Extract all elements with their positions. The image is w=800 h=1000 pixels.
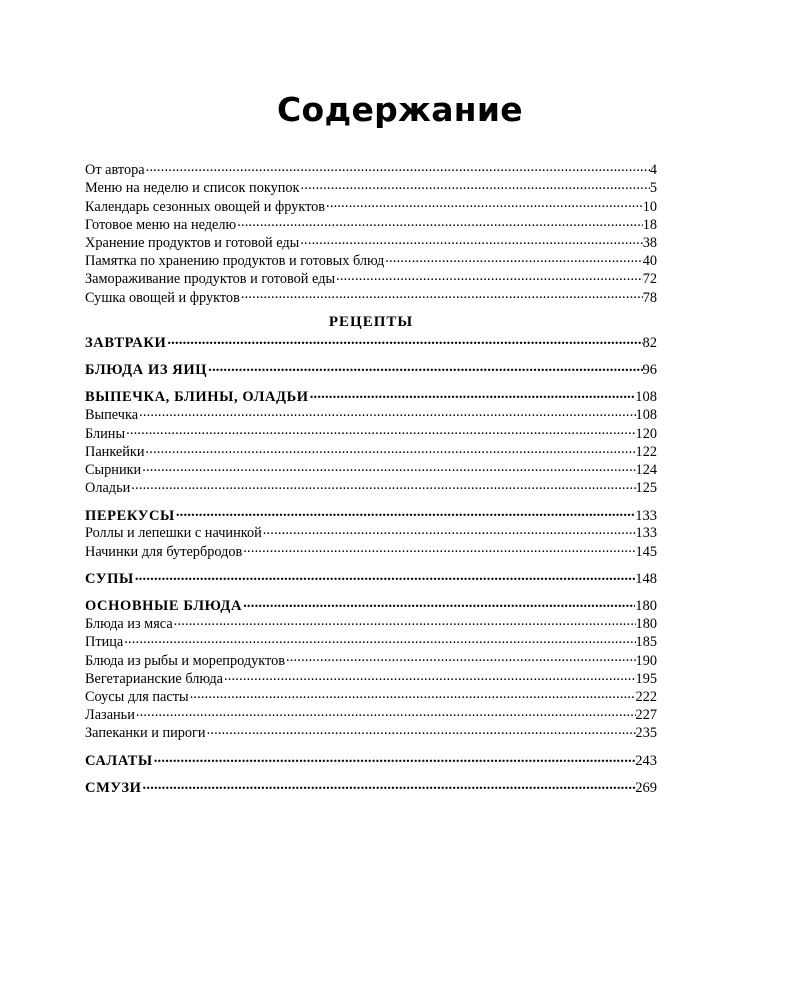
- toc-entry-label: ОСНОВНЫЕ БЛЮДА: [85, 598, 243, 615]
- toc-page-number: 72: [642, 271, 657, 288]
- toc-page-number: 148: [635, 571, 657, 588]
- toc-entry-label: Оладьи: [85, 480, 131, 497]
- toc-page-number: 40: [642, 253, 657, 270]
- toc-entry: [85, 460, 657, 478]
- dot-leader: [206, 723, 636, 737]
- toc-page-number: 108: [635, 407, 657, 424]
- dot-leader: [262, 523, 636, 537]
- toc-page-number: 38: [642, 235, 657, 252]
- dot-leader: [189, 687, 636, 701]
- toc-page-number: 5: [649, 180, 657, 197]
- toc-entry: [85, 287, 657, 305]
- dot-leader: [325, 196, 643, 210]
- toc-entry: [85, 178, 657, 196]
- toc-page-number: 18: [642, 216, 657, 233]
- dot-leader: [123, 632, 635, 646]
- toc-page-number: 227: [635, 707, 657, 724]
- toc-entry-label: Календарь сезонных овощей и фруктов: [85, 198, 326, 215]
- toc-entry: [85, 423, 657, 441]
- section-gap: [85, 587, 657, 596]
- dot-leader: [242, 596, 635, 611]
- toc-page-number: 145: [635, 543, 657, 560]
- table-of-contents: [85, 160, 657, 796]
- toc-page-number: 133: [635, 525, 657, 542]
- toc-entry-label: Меню на неделю и список покупок: [85, 180, 300, 197]
- toc-entry-label: Блины: [85, 425, 126, 442]
- dot-leader: [300, 178, 650, 192]
- toc-page-number: 96: [642, 362, 657, 379]
- toc-entry: [85, 723, 657, 741]
- toc-section: [85, 777, 657, 795]
- toc-entry-label: Панкейки: [85, 443, 145, 460]
- dot-leader: [207, 360, 642, 375]
- toc-entry-label: Хранение продуктов и готовой еды: [85, 235, 300, 252]
- toc-entry-label: Памятка по хранению продуктов и готовых блюд: [85, 253, 385, 270]
- toc-entry-label: ЗАВТРАКИ: [85, 335, 167, 351]
- dot-leader: [134, 569, 635, 584]
- section-gap: [85, 351, 657, 360]
- dot-leader: [130, 478, 635, 492]
- toc-page-number: 222: [635, 688, 657, 705]
- toc-entry-label: Сушка овощей и фруктов: [85, 289, 240, 306]
- toc-entry-label: Соусы для пасты: [85, 688, 189, 705]
- dot-leader: [145, 441, 636, 455]
- dot-leader: [223, 669, 636, 683]
- toc-section: [85, 596, 657, 614]
- dot-leader: [335, 269, 643, 283]
- section-gap: [85, 741, 657, 750]
- toc-entry: [85, 269, 657, 287]
- toc-page-number: 4: [649, 162, 657, 179]
- dot-leader: [141, 460, 635, 474]
- toc-page-number: 180: [635, 616, 657, 633]
- toc-entry-label: Запеканки и пироги: [85, 725, 206, 742]
- dot-leader: [125, 423, 635, 437]
- toc-page-number: 10: [642, 198, 657, 215]
- section-gap: [85, 496, 657, 505]
- toc-page-number: 243: [635, 752, 657, 769]
- toc-page-number: 82: [642, 335, 657, 351]
- toc-entry: [85, 669, 657, 687]
- toc-entry-label: СМУЗИ: [85, 779, 142, 796]
- toc-entry-label: САЛАТЫ: [85, 752, 153, 769]
- toc-entry: [85, 523, 657, 541]
- toc-entry-label: СУПЫ: [85, 571, 134, 588]
- toc-entry: [85, 251, 657, 269]
- toc-page-number: 185: [635, 634, 657, 651]
- dot-leader: [242, 541, 635, 555]
- toc-entry-label: Замораживание продуктов и готовой еды: [85, 271, 336, 288]
- dot-leader: [384, 251, 642, 265]
- toc-entry: [85, 687, 657, 705]
- dot-leader: [299, 233, 642, 247]
- toc-page-number: 269: [635, 779, 657, 796]
- toc-section: [85, 333, 657, 351]
- toc-entry: [85, 405, 657, 423]
- toc-section: [85, 387, 657, 405]
- toc-page-number: 195: [635, 670, 657, 687]
- toc-entry-label: Роллы и лепешки с начинкой: [85, 525, 262, 542]
- recipes-heading: РЕЦЕПТЫ: [328, 313, 414, 330]
- toc-page-number: 124: [635, 461, 657, 478]
- dot-leader: [240, 287, 643, 301]
- page-title: Содержание: [277, 90, 523, 129]
- dot-leader: [135, 705, 636, 719]
- toc-page-number: 108: [635, 389, 657, 406]
- toc-entry-label: Блюда из мяса: [85, 616, 173, 633]
- toc-entry-label: ВЫПЕЧКА, БЛИНЫ, ОЛАДЬИ: [85, 389, 309, 406]
- toc-page-number: 122: [635, 443, 657, 460]
- toc-section: [85, 360, 657, 378]
- toc-page-number: 120: [635, 425, 657, 442]
- toc-entry-label: Готовое меню на неделю: [85, 216, 237, 233]
- toc-page-number: 125: [635, 480, 657, 497]
- toc-entry-label: Вегетарианские блюда: [85, 670, 223, 687]
- dot-leader: [166, 333, 642, 348]
- toc-section: [85, 569, 657, 587]
- toc-entry-label: Птица: [85, 634, 124, 651]
- toc-section: [85, 750, 657, 768]
- toc-entry-label: Сырники: [85, 461, 142, 478]
- dot-leader: [175, 505, 635, 520]
- toc-entry: [85, 478, 657, 496]
- toc-entry-label: Начинки для бутербродов: [85, 543, 243, 560]
- section-gap: [85, 560, 657, 569]
- toc-page-number: 190: [635, 652, 657, 669]
- dot-leader: [142, 777, 636, 792]
- toc-entry: [85, 196, 657, 214]
- toc-entry-label: Блюда из рыбы и морепродуктов: [85, 652, 285, 669]
- toc-entry: [85, 541, 657, 559]
- toc-entry-label: Лазаньи: [85, 707, 135, 724]
- dot-leader: [309, 387, 636, 402]
- toc-entry-label: ПЕРЕКУСЫ: [85, 507, 175, 524]
- toc-entry-label: От автора: [85, 162, 145, 179]
- toc-entry: [85, 632, 657, 650]
- dot-leader: [153, 750, 636, 765]
- toc-page-number: 235: [635, 725, 657, 742]
- toc-entry-label: Выпечка: [85, 407, 139, 424]
- toc-page-number: 133: [635, 507, 657, 524]
- dot-leader: [236, 215, 643, 229]
- toc-entry: [85, 215, 657, 233]
- toc-entry-label: БЛЮДА ИЗ ЯИЦ: [85, 362, 208, 379]
- toc-section: [85, 505, 657, 523]
- toc-entry: [85, 233, 657, 251]
- dot-leader: [138, 405, 635, 419]
- toc-page-number: 180: [635, 598, 657, 615]
- toc-entry: [85, 705, 657, 723]
- toc-entry: [85, 650, 657, 668]
- section-gap: [85, 768, 657, 777]
- toc-entry: [85, 160, 657, 178]
- dot-leader: [173, 614, 636, 628]
- toc-entry: [85, 441, 657, 459]
- dot-leader: [285, 650, 636, 664]
- dot-leader: [145, 160, 650, 174]
- toc-page-number: 78: [642, 289, 657, 306]
- toc-entry: [85, 614, 657, 632]
